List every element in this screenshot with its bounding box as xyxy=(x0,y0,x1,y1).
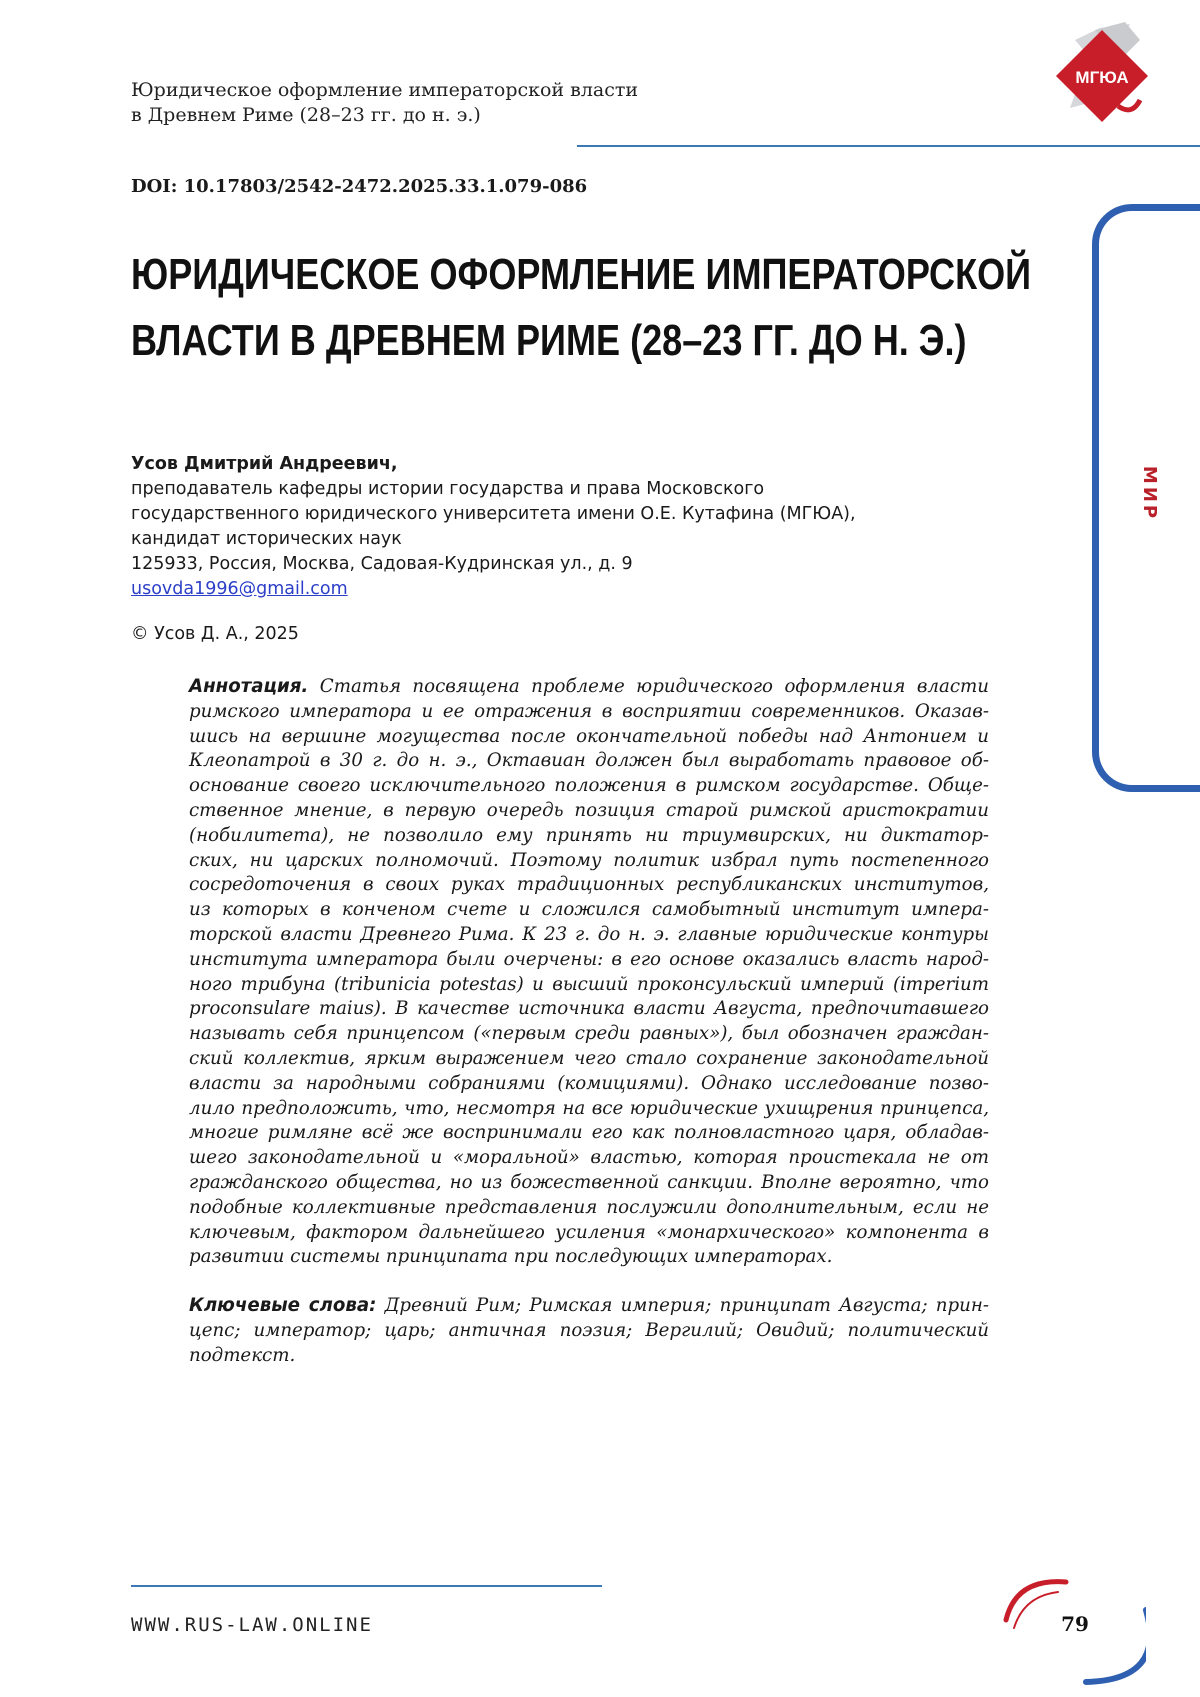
abstract-line: (нобилитета), не позволило ему принять ни триумвирских, ни диктатор- xyxy=(189,824,989,849)
keywords xyxy=(189,1294,989,1368)
author-affiliation-line-2: государственного юридического университета имени О.Е. Кутафина (МГЮА), xyxy=(131,502,991,527)
page-number: 79 xyxy=(1050,1612,1100,1636)
abstract-line: римского императора и ее отражения в восприятии современников. Оказав- xyxy=(189,700,989,725)
abstract-line: ских, ни царских полномочий. Поэтому политик избрал путь постепенного xyxy=(189,849,989,874)
article-title xyxy=(131,242,869,374)
abstract-label: Аннотация. xyxy=(189,676,308,697)
keywords-line: подтекст. xyxy=(189,1344,989,1369)
running-header-line-2: в Древнем Риме (28–23 гг. до н. э.) xyxy=(131,103,691,128)
abstract xyxy=(189,675,989,1270)
footer-divider xyxy=(131,1585,602,1587)
abstract-line: власти за народными собраниями (комициями). Однако исследование позво- xyxy=(189,1072,989,1097)
author-degree: кандидат исторических наук xyxy=(131,527,991,552)
abstract-line: Клеопатрой в 30 г. до н. э., Октавиан должен был выработать правовое об- xyxy=(189,749,989,774)
author-name: Усов Дмитрий Андреевич, xyxy=(131,452,991,477)
abstract-line: многие римляне всё же воспринимали его как полновластного царя, обладав- xyxy=(189,1121,989,1146)
abstract-first-line: Статья посвящена проблеме юридического оформления власти xyxy=(308,676,989,697)
abstract-line: основание своего исключительного положения в римском государстве. Обще- xyxy=(189,774,989,799)
doi: DOI: 10.17803/2542-2472.2025.33.1.079-086 xyxy=(131,176,587,197)
abstract-line xyxy=(189,675,989,700)
abstract-line: ский коллектив, ярким выражением чего стало сохранение законодательной xyxy=(189,1047,989,1072)
author-affiliation-line-1: преподаватель кафедры истории государства и права Московского xyxy=(131,477,991,502)
abstract-line: шего законодательной и «моральной» властью, которая проистекала не от xyxy=(189,1146,989,1171)
author-block xyxy=(131,452,991,602)
mgua-logo xyxy=(1040,20,1160,130)
abstract-line: сосредоточения в своих руках традиционных республиканских институтов, xyxy=(189,873,989,898)
abstract-line: proconsulare maius). В качестве источника власти Августа, предпочитавшего xyxy=(189,997,989,1022)
side-section-label xyxy=(1130,458,1170,528)
copyright: © Усов Д. А., 2025 xyxy=(131,624,299,644)
author-address: 125933, Россия, Москва, Садовая-Кудринская ул., д. 9 xyxy=(131,552,991,577)
abstract-line: лило предположить, что, несмотря на все юридические ухищрения принцепса, xyxy=(189,1097,989,1122)
running-header-line-1: Юридическое оформление императорской власти xyxy=(131,78,691,103)
abstract-line: подобные коллективные представления послужили дополнительным, если не xyxy=(189,1196,989,1221)
article-title-line-2: ВЛАСТИ В ДРЕВНЕМ РИМЕ (28–23 ГГ. ДО Н. Э.) xyxy=(131,308,869,374)
running-header xyxy=(131,78,691,128)
keywords-label: Ключевые слова: xyxy=(189,1295,376,1316)
abstract-line: торской власти Древнего Рима. К 23 г. до н. э. главные юридические контуры xyxy=(189,923,989,948)
header-divider xyxy=(577,145,1200,147)
abstract-line: ключевым, фактором дальнейшего усиления «монархического» компонента в xyxy=(189,1221,989,1246)
article-title-line-1: ЮРИДИЧЕСКОЕ ОФОРМЛЕНИЕ ИМПЕРАТОРСКОЙ xyxy=(131,242,869,308)
keywords-first-line: Древний Рим; Римская империя; принципат Августа; прин- xyxy=(376,1295,989,1316)
abstract-line: гражданского общества, но из божественной санкции. Вполне вероятно, что xyxy=(189,1171,989,1196)
abstract-line: института императора были очерчены: в его основе оказались власть народ- xyxy=(189,948,989,973)
abstract-line: шись на вершине могущества после окончательной победы над Антонием и xyxy=(189,725,989,750)
abstract-line: называть себя принцепсом («первым среди равных»), был обозначен граждан- xyxy=(189,1022,989,1047)
logo-text: МГЮА xyxy=(1075,68,1128,87)
footer-url: WWW.RUS-LAW.ONLINE xyxy=(131,1614,373,1636)
author-email-link[interactable]: usovda1996@gmail.com xyxy=(131,579,348,599)
abstract-line: ственное мнение, в первую очередь позиция старой римской аристократии xyxy=(189,799,989,824)
abstract-line: развитии системы принципата при последующих императорах. xyxy=(189,1245,989,1270)
abstract-line: из которых в конченом счете и сложился самобытный институт импера- xyxy=(189,898,989,923)
keywords-line xyxy=(189,1294,989,1319)
keywords-line: цепс; император; царь; античная поэзия; Вергилий; Овидий; политический xyxy=(189,1319,989,1344)
side-section-label-text: МИР xyxy=(1140,465,1161,520)
abstract-line: ного трибуна (tribunicia potestas) и высший проконсульский империй (imperium xyxy=(189,973,989,998)
